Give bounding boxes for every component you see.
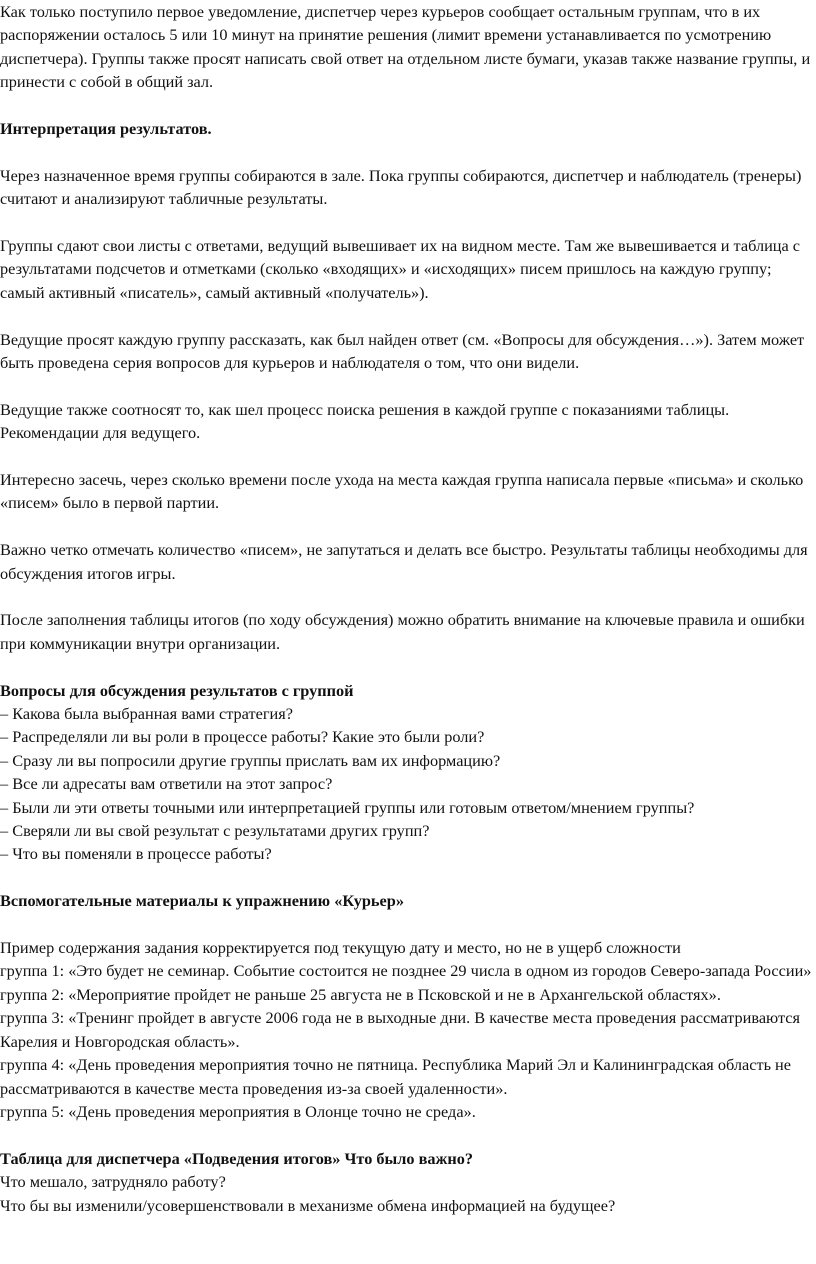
group-task: группа 2: «Мероприятие пройдет не раньше 25 августа не в Псковской и не в Архангельской областях». [0,984,721,1004]
paragraph-time-limit: Как только поступило первое уведомление, диспетчер через курьеров сообщает остальным группам, что в их распоряжении осталось 5 или 10 минут на принятие решения (лимит времени устанавливается по усмотрению диспетчера). Группы также просят написать свой ответ на отдельном листе бумаги, указав также название группы, и принести с собой в общий зал. [0,2,811,92]
paragraph-answer-sheets: Группы сдают свои листы с ответами, ведущий вывешивает их на видном месте. Там же вывешивается и таблица с результатами подсчетов и отметками (сколько «входящих» и «исходящих» писем пришлось на каждую группу; самый активный «писатель», самый активный «получатель»). [0,236,801,302]
paragraph-group-report: Ведущие просят каждую группу рассказать, как был найден ответ (см. «Вопросы для обсуждения…»). Затем может быть проведена серия вопросов для курьеров и наблюдателя о том, что они видели. [0,329,805,373]
spacer [0,1123,812,1146]
group-task: группа 3: «Тренинг пройдет в августе 2006 года не в выходные дни. В качестве места проведения рассматриваются Карелия и Новгородская область». [0,1008,801,1051]
spacer [0,866,812,889]
question-item: – Все ли адресаты вам ответили на этот запрос? [0,774,333,794]
group-task: группа 5: «День проведения мероприятия в Олонце точно не среда». [0,1101,476,1121]
spacer [0,304,812,327]
heading-discussion-questions: Вопросы для обсуждения результатов с группой [0,680,354,700]
dispatcher-question: Что бы вы изменили/усовершенствовали в механизме обмена информацией на будущее? [0,1195,616,1215]
group-task: группа 4: «День проведения мероприятия точно не пятница. Республика Марий Эл и Калининградская область не рассматриваются в качестве места проведения из-за своей удаленности». [0,1055,791,1098]
heading-interpretation: Интерпретация результатов. [0,119,212,139]
question-item: – Сразу ли вы попросили другие группы прислать вам их информацию? [0,750,501,770]
materials-intro: Пример содержания задания корректируется под текущую дату и место, но не в ущерб сложности [0,938,681,958]
paragraph-count-letters: Важно четко отмечать количество «писем», не запутаться и делать все быстро. Результаты таблицы необходимы для обсуждения итогов игры. [0,540,808,583]
spacer [0,913,812,936]
paragraph-first-letters: Интересно засечь, через сколько времени после ухода на места каждая группа написала первые «письма» и сколько «писем» было в первой партии. [0,470,804,513]
spacer [0,374,812,397]
heading-support-materials: Вспомогательные материалы к упражнению «Курьер» [0,891,404,911]
question-item: – Были ли эти ответы точными или интерпретацией группы или готовым ответом/мнением группы? [0,797,695,817]
heading-dispatcher-table: Таблица для диспетчера «Подведения итогов» Что было важно? [0,1148,473,1168]
spacer [0,445,812,468]
spacer [0,140,812,163]
spacer [0,585,812,608]
question-item: – Что вы поменяли в процессе работы? [0,844,272,864]
paragraph-recommendations: Ведущие также соотносят то, как шел процесс поиска решения в каждой группе с показаниями таблицы. Рекомендации для ведущего. [0,399,730,443]
spacer [0,515,812,538]
paragraph-key-rules: После заполнения таблицы итогов (по ходу обсуждения) можно обратить внимание на ключевые правила и ошибки при коммуникации внутри организации. [0,610,805,653]
question-item: – Распределяли ли вы роли в процессе работы? Какие это были роли? [0,727,485,747]
paragraph-groups-gather: Через назначенное время группы собираются в зале. Пока группы собираются, диспетчер и наблюдатель (тренеры) считают и анализируют табличные результаты. [0,165,802,209]
spacer [0,211,812,234]
question-item: – Сверяли ли вы свой результат с результатами других групп? [0,821,430,841]
dispatcher-question: Что мешало, затрудняло работу? [0,1172,226,1192]
spacer [0,94,812,117]
question-item: – Какова была выбранная вами стратегия? [0,704,293,724]
group-task: группа 1: «Это будет не семинар. Событие состоится не позднее 29 числа в одном из городов Северо-запада России» [0,961,812,981]
spacer [0,655,812,678]
